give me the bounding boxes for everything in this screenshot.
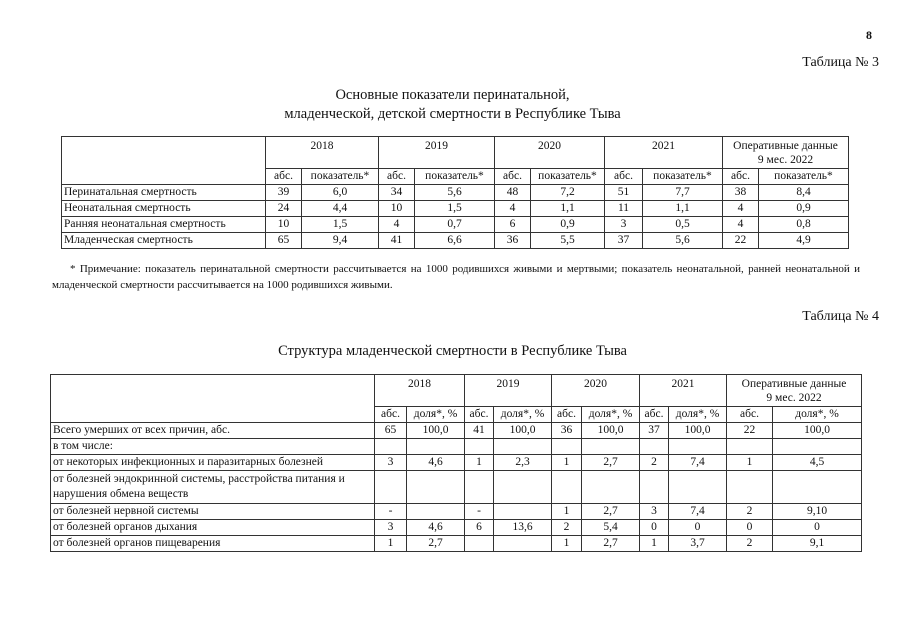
- cell: [494, 536, 552, 552]
- table3-year: 2019: [379, 137, 495, 169]
- table3-title: [0, 86, 905, 124]
- table4-sub-abs: абс.: [727, 407, 773, 423]
- cell: 51: [605, 185, 643, 201]
- cell: 37: [640, 423, 669, 439]
- cell: 0: [669, 520, 727, 536]
- cell: 36: [495, 233, 531, 249]
- table4-sub-abs: абс.: [375, 407, 407, 423]
- cell: 4: [723, 201, 759, 217]
- table4-oper-line2: 9 мес. 2022: [766, 392, 822, 404]
- table4-row: [51, 423, 862, 439]
- cell: 2,7: [407, 536, 465, 552]
- cell: -: [465, 504, 494, 520]
- cell: [407, 504, 465, 520]
- row-label: Перинатальная смертность: [62, 185, 266, 201]
- cell: 2,7: [582, 504, 640, 520]
- table4-oper-line1: Оперативные данные: [741, 378, 847, 390]
- table4-year: 2020: [552, 375, 640, 407]
- cell: 100,0: [669, 423, 727, 439]
- cell: 1: [727, 455, 773, 471]
- page-number: 8: [866, 28, 872, 42]
- table4-sub-abs: абс.: [465, 407, 494, 423]
- cell: 4,4: [302, 201, 379, 217]
- cell: 5,4: [582, 520, 640, 536]
- cell: 7,4: [669, 455, 727, 471]
- table4-corner: [51, 375, 375, 423]
- table4-sub-share: доля*, %: [582, 407, 640, 423]
- cell: 24: [266, 201, 302, 217]
- cell: 6,0: [302, 185, 379, 201]
- row-label: от некоторых инфекционных и паразитарных болезней: [51, 455, 375, 471]
- cell: 100,0: [582, 423, 640, 439]
- table4-year: 2021: [640, 375, 727, 407]
- cell: 38: [723, 185, 759, 201]
- table3-corner: [62, 137, 266, 185]
- table3-sub-ind: показатель*: [531, 169, 605, 185]
- cell: 100,0: [494, 423, 552, 439]
- cell: 4: [723, 217, 759, 233]
- table4-sub-abs: абс.: [640, 407, 669, 423]
- table4-row: [51, 520, 862, 536]
- cell: 6: [495, 217, 531, 233]
- cell: 6: [465, 520, 494, 536]
- cell: 65: [266, 233, 302, 249]
- cell: 0,7: [415, 217, 495, 233]
- cell: [375, 471, 407, 504]
- cell: [465, 439, 494, 455]
- table4-row: [51, 439, 862, 455]
- table3-sub-abs: абс.: [379, 169, 415, 185]
- cell: [669, 471, 727, 504]
- table3-sub-abs: абс.: [605, 169, 643, 185]
- cell: 1: [465, 455, 494, 471]
- cell: 34: [379, 185, 415, 201]
- table3-sub-ind: показатель*: [643, 169, 723, 185]
- cell: [375, 439, 407, 455]
- table4-oper-header: [727, 375, 862, 407]
- row-label: от болезней органов дыхания: [51, 520, 375, 536]
- table3-year: 2018: [266, 137, 379, 169]
- cell: 7,2: [531, 185, 605, 201]
- row-label: в том числе:: [51, 439, 375, 455]
- cell: 5,5: [531, 233, 605, 249]
- cell: 4: [379, 217, 415, 233]
- cell: 39: [266, 185, 302, 201]
- cell: 2,7: [582, 455, 640, 471]
- cell: 4,6: [407, 520, 465, 536]
- table3-sub-abs: абс.: [266, 169, 302, 185]
- cell: 1: [640, 536, 669, 552]
- cell: 4,9: [759, 233, 849, 249]
- cell: 37: [605, 233, 643, 249]
- table3-note: * Примечание: показатель перинатальной смертности рассчитывается на 1000 родившихся живыми и мертвыми; показатель неонатальной, ранней неонатальной и младенческой смертности рассчитывается на 1000 родившихся живыми.: [52, 263, 860, 291]
- cell: [465, 536, 494, 552]
- cell: [773, 471, 862, 504]
- cell: -: [375, 504, 407, 520]
- table3-sub-abs: абс.: [723, 169, 759, 185]
- cell: 4: [495, 201, 531, 217]
- table4-row: [51, 504, 862, 520]
- table3-sub-ind: показатель*: [415, 169, 495, 185]
- cell: [465, 471, 494, 504]
- cell: 1: [552, 504, 582, 520]
- row-label: от болезней нервной системы: [51, 504, 375, 520]
- row-label: от болезней эндокринной системы, расстройства питания и нарушения обмена веществ: [51, 471, 375, 504]
- cell: 0: [773, 520, 862, 536]
- table4-row: [51, 455, 862, 471]
- table3-year: 2021: [605, 137, 723, 169]
- table3-sub-abs: абс.: [495, 169, 531, 185]
- cell: [552, 471, 582, 504]
- cell: 1,5: [302, 217, 379, 233]
- cell: 1: [552, 536, 582, 552]
- cell: 3: [375, 455, 407, 471]
- table4-row: [51, 471, 862, 504]
- table3-sub-ind: показатель*: [759, 169, 849, 185]
- cell: [669, 439, 727, 455]
- cell: 4,6: [407, 455, 465, 471]
- cell: 41: [379, 233, 415, 249]
- cell: [773, 439, 862, 455]
- table4-year: 2018: [375, 375, 465, 407]
- cell: 9,4: [302, 233, 379, 249]
- table3-title-line2: младенческой, детской смертности в Республике Тыва: [284, 106, 621, 122]
- cell: 1,1: [531, 201, 605, 217]
- cell: 65: [375, 423, 407, 439]
- cell: 100,0: [773, 423, 862, 439]
- cell: [727, 439, 773, 455]
- cell: [494, 471, 552, 504]
- cell: [582, 471, 640, 504]
- table4-sub-share: доля*, %: [773, 407, 862, 423]
- cell: 8,4: [759, 185, 849, 201]
- table4-row: [51, 536, 862, 552]
- table3-row: [62, 185, 849, 201]
- cell: 11: [605, 201, 643, 217]
- cell: 1,1: [643, 201, 723, 217]
- cell: [727, 471, 773, 504]
- cell: 5,6: [415, 185, 495, 201]
- cell: 100,0: [407, 423, 465, 439]
- cell: 3: [605, 217, 643, 233]
- cell: 2: [727, 504, 773, 520]
- cell: 22: [723, 233, 759, 249]
- row-label: Всего умерших от всех причин, абс.: [51, 423, 375, 439]
- cell: [407, 439, 465, 455]
- cell: 1: [552, 455, 582, 471]
- table3-year: 2020: [495, 137, 605, 169]
- cell: 41: [465, 423, 494, 439]
- cell: 0: [640, 520, 669, 536]
- cell: [494, 439, 552, 455]
- cell: 7,7: [643, 185, 723, 201]
- table3-row: [62, 233, 849, 249]
- table4-sub-share: доля*, %: [494, 407, 552, 423]
- cell: 48: [495, 185, 531, 201]
- cell: 0,9: [759, 201, 849, 217]
- table4-title: Структура младенческой смертности в Республике Тыва: [278, 343, 627, 359]
- cell: 9,10: [773, 504, 862, 520]
- cell: 0,9: [531, 217, 605, 233]
- cell: 0,5: [643, 217, 723, 233]
- table3-sub-ind: показатель*: [302, 169, 379, 185]
- table4: [50, 374, 862, 552]
- cell: 0: [727, 520, 773, 536]
- row-label: Младенческая смертность: [62, 233, 266, 249]
- table3-oper-line2: 9 мес. 2022: [757, 154, 814, 166]
- cell: 6,6: [415, 233, 495, 249]
- cell: 2: [727, 536, 773, 552]
- table3-row: [62, 217, 849, 233]
- cell: 1,5: [415, 201, 495, 217]
- row-label: Неонатальная смертность: [62, 201, 266, 217]
- cell: 2,7: [582, 536, 640, 552]
- cell: 4,5: [773, 455, 862, 471]
- row-label: от болезней органов пищеварения: [51, 536, 375, 552]
- table4-sub-share: доля*, %: [407, 407, 465, 423]
- cell: 2: [552, 520, 582, 536]
- cell: 3: [640, 504, 669, 520]
- cell: 2,3: [494, 455, 552, 471]
- cell: 10: [379, 201, 415, 217]
- cell: [640, 439, 669, 455]
- cell: 10: [266, 217, 302, 233]
- cell: 2: [640, 455, 669, 471]
- table4-label: Таблица № 4: [802, 309, 879, 324]
- table4-year: 2019: [465, 375, 552, 407]
- table3-oper-line1: Оперативные данные: [733, 140, 838, 152]
- cell: 3,7: [669, 536, 727, 552]
- cell: [582, 439, 640, 455]
- table3-label: Таблица № 3: [802, 55, 879, 70]
- cell: [494, 504, 552, 520]
- table3-oper-header: [723, 137, 849, 169]
- cell: 22: [727, 423, 773, 439]
- cell: 36: [552, 423, 582, 439]
- cell: [552, 439, 582, 455]
- cell: 1: [375, 536, 407, 552]
- cell: 13,6: [494, 520, 552, 536]
- row-label: Ранняя неонатальная смертность: [62, 217, 266, 233]
- table3-row: [62, 201, 849, 217]
- cell: [640, 471, 669, 504]
- cell: 7,4: [669, 504, 727, 520]
- table4-sub-abs: абс.: [552, 407, 582, 423]
- cell: 0,8: [759, 217, 849, 233]
- table3: [61, 136, 849, 249]
- cell: 3: [375, 520, 407, 536]
- cell: [407, 471, 465, 504]
- cell: 9,1: [773, 536, 862, 552]
- table4-sub-share: доля*, %: [669, 407, 727, 423]
- table3-title-line1: Основные показатели перинатальной,: [335, 87, 570, 103]
- cell: 5,6: [643, 233, 723, 249]
